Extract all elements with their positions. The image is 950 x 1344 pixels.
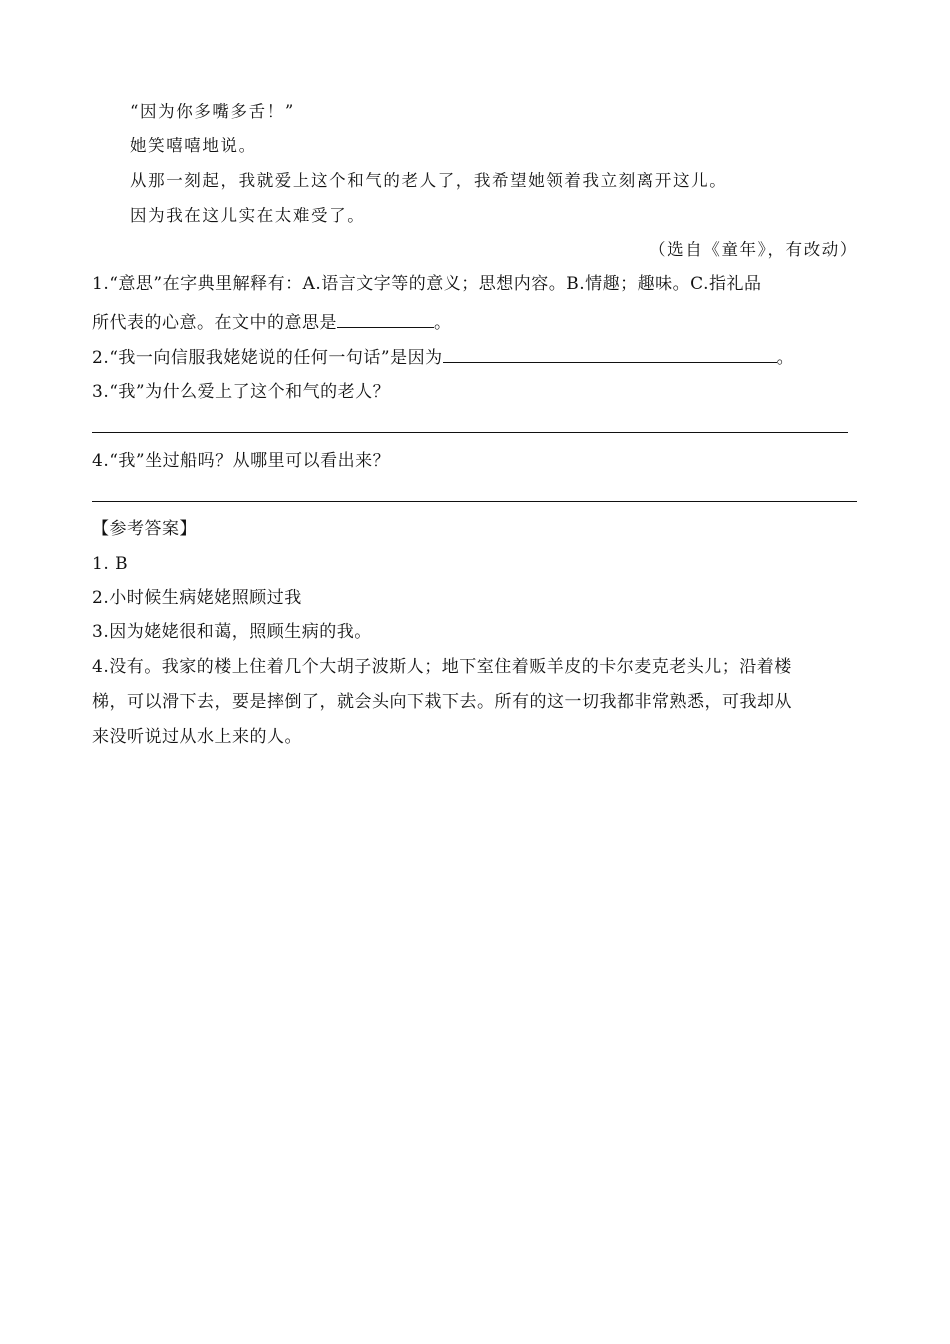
passage-source: （选自《童年》，有改动） (649, 240, 858, 259)
question-3-answer-line[interactable] (92, 432, 848, 433)
question-2-end: 。 (776, 348, 795, 368)
answers-heading: 【参考答案】 (92, 519, 197, 539)
passage-line-3: 从那一刻起，我就爱上这个和气的老人了，我希望她领着我立刻离开这儿。 (130, 171, 728, 190)
answer-4-line-2: 梯，可以滑下去，要是摔倒了，就会头向下栽下去。所有的这一切我都非常熟悉，可我却从 (92, 692, 792, 712)
answer-4-line-1: 4.没有。我家的楼上住着几个大胡子波斯人；地下室住着贩羊皮的卡尔麦克老头儿；沿着楼 (92, 657, 792, 677)
question-1-line-2 (92, 309, 452, 335)
question-3: 3.“我”为什么爱上了这个和气的老人？ (92, 382, 391, 402)
answer-4-line-3: 来没听说过从水上来的人。 (92, 727, 302, 747)
passage-line-1: “因为你多嘴多舌！” (130, 102, 295, 121)
passage-line-2: 她笑嘻嘻地说。 (130, 136, 257, 155)
question-1-text: 所代表的心意。在文中的意思是 (92, 313, 337, 333)
question-4: 4.“我”坐过船吗？从哪里可以看出来？ (92, 451, 391, 471)
question-2-answer-blank[interactable] (443, 344, 777, 363)
question-2 (92, 344, 794, 370)
answer-2: 2.小时候生病姥姥照顾过我 (92, 588, 302, 608)
answer-3: 3.因为姥姥很和蔼，照顾生病的我。 (92, 622, 372, 642)
answer-1: 1. B (92, 554, 129, 574)
question-1-line-1: 1.“意思”在字典里解释有：A.语言文字等的意义；思想内容。B.情趣；趣味。C.指礼品 (92, 274, 762, 294)
question-1-answer-blank[interactable] (337, 309, 434, 328)
question-1-end: 。 (434, 313, 452, 333)
question-4-answer-line[interactable] (92, 501, 857, 502)
question-2-text: 2.“我一向信服我姥姥说的任何一句话”是因为 (92, 348, 443, 368)
passage-line-4: 因为我在这儿实在太难受了。 (130, 206, 366, 225)
